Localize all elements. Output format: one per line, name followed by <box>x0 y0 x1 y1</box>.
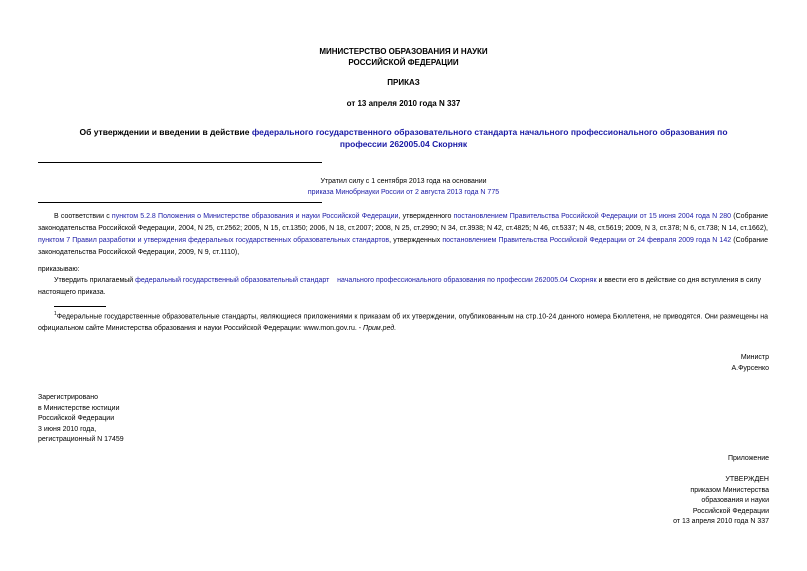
doc-date-number: от 13 апреля 2010 года N 337 <box>346 99 461 108</box>
appendix-approval-block <box>673 475 769 528</box>
divider-bottom <box>38 202 322 203</box>
divider-top <box>38 162 322 163</box>
footnote-marker: 1 <box>54 311 57 317</box>
appendix-line: Российской Федерации <box>692 507 769 515</box>
doc-title <box>60 126 747 150</box>
signature-position: Министр <box>740 354 769 361</box>
signature-block <box>731 352 769 374</box>
ministry-line-2: РОССИЙСКОЙ ФЕДЕРАЦИИ <box>348 58 459 67</box>
title-prefix: Об утверждении и введении в действие <box>79 127 252 137</box>
preamble-text-5: (Собрание законодательства Российской Федерации, 2009, N 9, ст.1110), <box>38 237 768 256</box>
preamble-link-resolution-142[interactable]: постановлением Правительства Российской Федерации от 24 февраля 2009 года N 142 <box>442 237 732 244</box>
ministry-line-1: МИНИСТЕРСТВО ОБРАЗОВАНИЯ И НАУКИ <box>319 47 488 56</box>
appendix-approved: УТВЕРЖДЕН <box>725 476 769 483</box>
registration-block <box>38 393 124 446</box>
footnote-text: Федеральные государственные образовательные стандарты, являющиеся приложениями к приказам об их утверждении, опубликованным на стр.10-24 данного номера Бюллетеня, не приводятся. Они размещены на официальном сайте Министерства образования и науки Российской Федерации: www.mon.gov.ru. - <box>38 313 768 333</box>
preamble-link-rules[interactable]: пунктом 7 Правил разработки и утверждения федеральных государственных образовательных стандартов <box>38 237 390 244</box>
footnote-separator <box>54 306 106 307</box>
approve-standard-link[interactable]: федеральный государственный образовательный стандарт <box>135 277 330 284</box>
approve-text-2: и ввести его в действие со дня вступления в силу настоящего приказа. <box>38 277 761 296</box>
registration-line: Зарегистрировано <box>38 394 98 401</box>
approve-paragraph <box>38 275 768 299</box>
approve-profession-link[interactable]: начального профессионального образования по профессии 262005.04 Скорняк <box>337 277 597 284</box>
lapsed-notice <box>0 176 807 198</box>
registration-line: Российской Федерации <box>38 415 115 422</box>
title-standard-link[interactable]: федерального государственного образовательного стандарта начального профессионального образования по профессии 262005.04 Скорняк <box>251 127 728 149</box>
preamble-link-resolution-280[interactable]: постановлением Правительства Российской Федерации от 15 июня 2004 года N 280 <box>453 213 732 220</box>
order-word: приказываю: <box>38 266 80 273</box>
signature-name: А.Фурсенко <box>731 365 769 372</box>
lapsed-text: Утратил силу с 1 сентября 2013 года на основании <box>320 178 487 185</box>
registration-line: 3 июня 2010 года, <box>38 425 97 433</box>
doc-type: ПРИКАЗ <box>387 78 420 87</box>
lapsed-order-link[interactable]: приказа Минобрнауки России от 2 августа 2013 года N 775 <box>307 189 500 196</box>
preamble-text-3: (Собрание законодательства Российской Федерации, 2004, N 25, ст.2562; 2005, N 15, ст.1350; 2006, N 18, ст.2007; 2008, N 25, ст.2990; N 34, ст.3938; N 42, ст.4825; N 46, ст.5337; N 48, ст.5619; 2009, N 3, ст.378; N 6, ст.738; N 14, ст.1662), <box>38 213 769 232</box>
ministry-header <box>0 46 807 68</box>
footnote-editor-note: Прим.ред. <box>363 325 397 333</box>
registration-line: регистрационный N 17459 <box>38 436 124 443</box>
appendix-line: образования и науки <box>701 497 769 504</box>
preamble-paragraph <box>38 211 768 259</box>
approve-text-1: Утвердить прилагаемый <box>54 277 136 284</box>
preamble-link-regulation[interactable]: пунктом 5.2.8 Положения о Министерстве образования и науки Российской Федерации <box>111 213 399 220</box>
footnote <box>38 308 768 335</box>
registration-line: в Министерстве юстиции <box>38 404 120 412</box>
appendix-line: приказом Министерства <box>690 486 769 494</box>
appendix-line: от 13 апреля 2010 года N 337 <box>673 518 769 525</box>
preamble-text-4: , утвержденных <box>389 237 443 244</box>
preamble-text-2: , утвержденного <box>398 213 454 220</box>
appendix-label: Приложение <box>727 455 769 462</box>
preamble-text-1: В соответствии с <box>54 213 112 220</box>
